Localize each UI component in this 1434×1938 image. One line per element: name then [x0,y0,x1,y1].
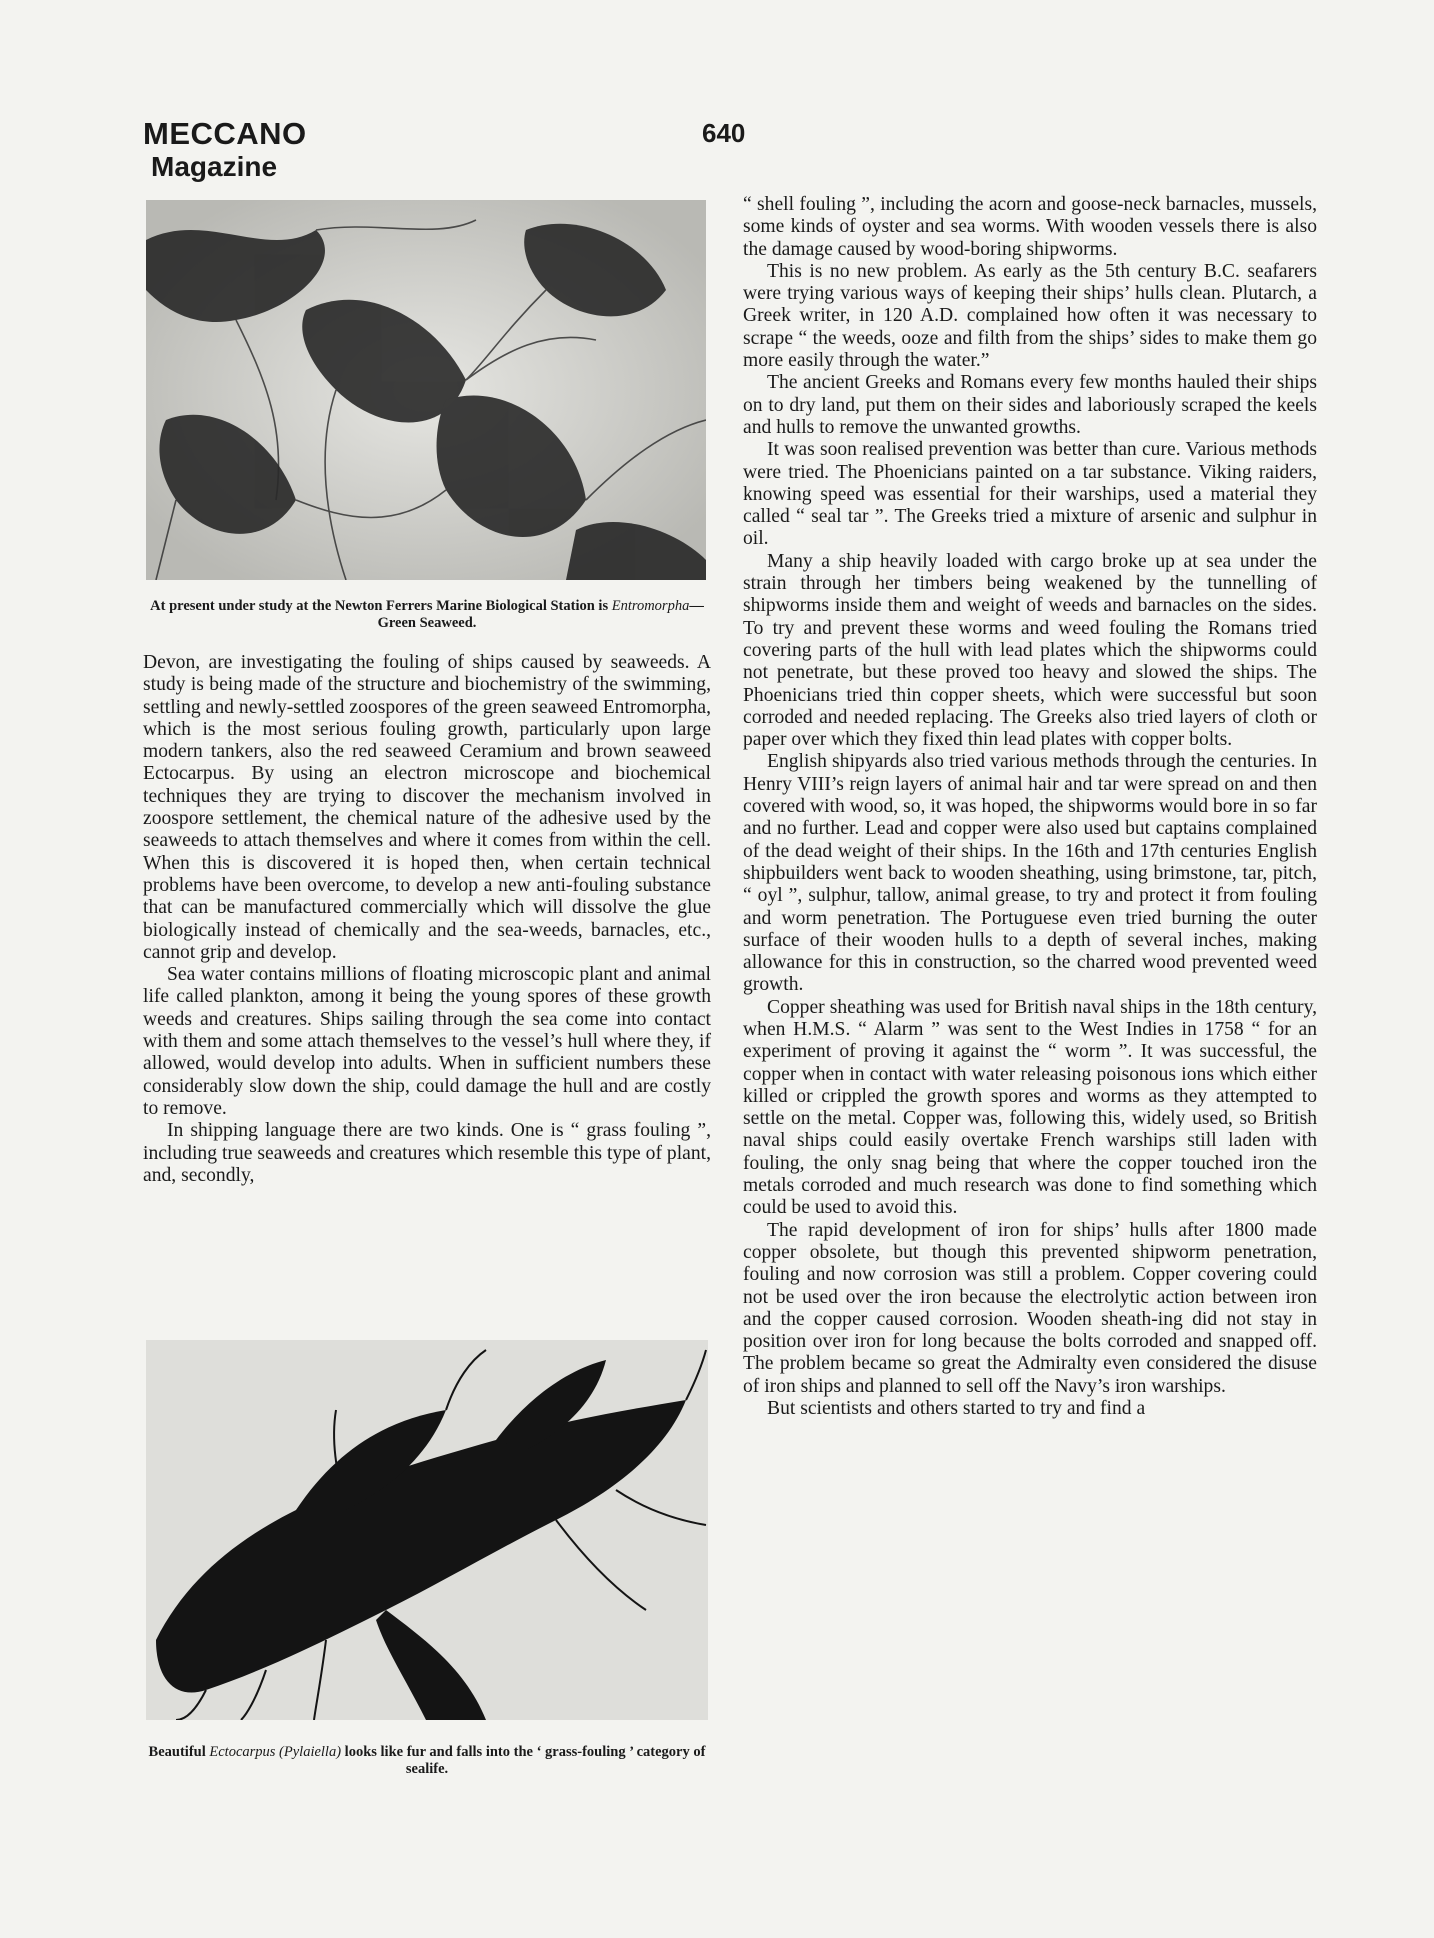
paragraph: It was soon realised prevention was better than cure. Various methods were tried. The Phoenicians painted on a tar substance. Viking raiders, knowing speed was essential for their warships, used a material they called “ seal tar ”. The Greeks tried a mixture of arsenic and sulphur in oil. [743,439,1317,550]
seaweed-photo-entromorpha [146,200,706,580]
figure-caption-2: Beautiful Ectocarpus (Pylaiella) looks like fur and falls into the ‘ grass-fouling ’ category of sealife. [148,1744,706,1777]
paragraph: English shipyards also tried various methods through the centuries. In Henry VIII’s reign layers of animal hair and tar were spread on and then covered with wood, so, it was hoped, the shipworms would bore in so far and no further. Lead and copper were also used but captains complained of the dead weight of their ships. In the 16th and 17th centuries English shipbuilders went back to wooden sheathing, using brimstone, tar, pitch, “ oyl ”, sulphur, tallow, animal grease, to try and protect it from fouling and worm penetration. The Portuguese even tried burning the outer surface of their wooden hulls to a depth of several inches, making allowance for this in construction, so the charred wood prevented weed growth. [743,751,1317,996]
paragraph: But scientists and others started to try and find a [767,1398,1146,1420]
seaweed-photo-ectocarpus [146,1340,708,1720]
species-name: Ectocarpus (Pylaiella) [209,1744,342,1760]
right-column-text [743,194,1317,1420]
left-column-text [143,652,711,1187]
masthead [143,118,307,181]
seaweed-illustration-2 [146,1340,708,1720]
paragraph: “ shell fouling ”, including the acorn and goose-neck barnacles, mussels, some kinds of oyster and sea worms. With wooden vessels there is also the damage caused by wood-boring shipworms. [743,194,1317,260]
paragraph: Many a ship heavily loaded with cargo broke up at sea under the strain through her timbers being weakened by the tunnelling of shipworms inside them and weight of weeds and barnacles on the sides. To try and prevent these worms and weed fouling the Romans tried covering parts of the hull with lead plates which the shipworms could not penetrate, but these proved too heavy and slowed the ships. The Phoenicians tried thin copper sheets, which were successful but soon corroded and needed replacing. The Greeks also tried layers of cloth or paper over which they fixed thin lead plates with copper bolts. [743,550,1317,751]
paragraph: This is no new problem. As early as the 5th century B.C. seafarers were trying various ways of keeping their ships’ hulls clean. Plutarch, a Greek writer, in 120 A.D. complained how often it was necessary to scrape “ the weeds, ooze and filth from the ships’ sides to make them go more easily through the water.” [743,260,1317,372]
masthead-subtitle: Magazine [151,151,278,182]
paragraph: In shipping language there are two kinds. One is “ grass fouling ”, including true seaweeds and creatures which resemble this type of plant, and, secondly, [143,1120,711,1186]
paragraph: The ancient Greeks and Romans every few months hauled their ships on to dry land, put them on their sides and laboriously scraped the keels and hulls to remove the unwanted growths. [743,372,1317,438]
page-number: 640 [702,118,746,148]
paragraph: Sea water contains millions of floating microscopic plant and animal life called plankton, among it being the young spores of these growth weeds and creatures. Ships sailing through the sea come into contact with them and some attach themselves to the vessel’s hull where they, if allowed, would develop into adults. When in sufficient numbers these considerably slow down the ship, could damage the hull and are costly to remove. [143,964,711,1119]
figure-caption-1: At present under study at the Newton Ferrers Marine Biological Station is Entromorpha—Green Seaweed. [150,598,704,631]
species-name: Entromorpha [611,598,690,614]
masthead-title: MECCANO [143,116,307,151]
paragraph: Copper sheathing was used for British naval ships in the 18th century, when H.M.S. “ Alarm ” was sent to the West Indies in 1758 “ for an experiment of proving it against the “ worm ”. It was successful, the copper when in contact with water releasing poisonous ions which either killed or crippled the growth spores and worms as they attempted to settle on the metal. Copper was, following this, widely used, so British naval ships could easily overtake French warships still laden with fouling, the only snag being that where the copper touched iron the metals corroded and much research was done to find something which could be used to avoid this. [743,996,1317,1219]
paragraph: Devon, are investigating the fouling of ships caused by seaweeds. A study is being made of the structure and biochemistry of the swimming, settling and newly-settled zoospores of the green seaweed Entromorpha, which is the most serious fouling growth, particularly upon large modern tankers, also the red seaweed Ceramium and brown seaweed Ectocarpus. By using an electron microscope and biochemical techniques they are trying to discover the mechanism involved in zoospore settlement, the chemical nature of the adhesive used by the seaweeds to attach themselves and where it comes from within the cell. When this is discovered it is hoped then, when certain technical problems have been overcome, to develop a new anti-fouling substance that can be manufactured commercially which will dissolve the glue biologically instead of chemically and the sea-weeds, barnacles, etc., cannot grip and develop. [143,652,711,963]
seaweed-illustration-1 [146,200,706,580]
paragraph: The rapid development of iron for ships’ hulls after 1800 made copper obsolete, but though this prevented shipworm penetration, fouling and now corrosion was still a problem. Copper covering could not be used over the iron because the electrolytic action between iron and the copper caused corrosion. Wooden sheath-ing did not stay in position over iron for long because the bolts corroded and snapped off. The problem became so great the Admiralty even considered the disuse of iron ships and planned to sell off the Navy’s iron warships. [743,1219,1317,1397]
